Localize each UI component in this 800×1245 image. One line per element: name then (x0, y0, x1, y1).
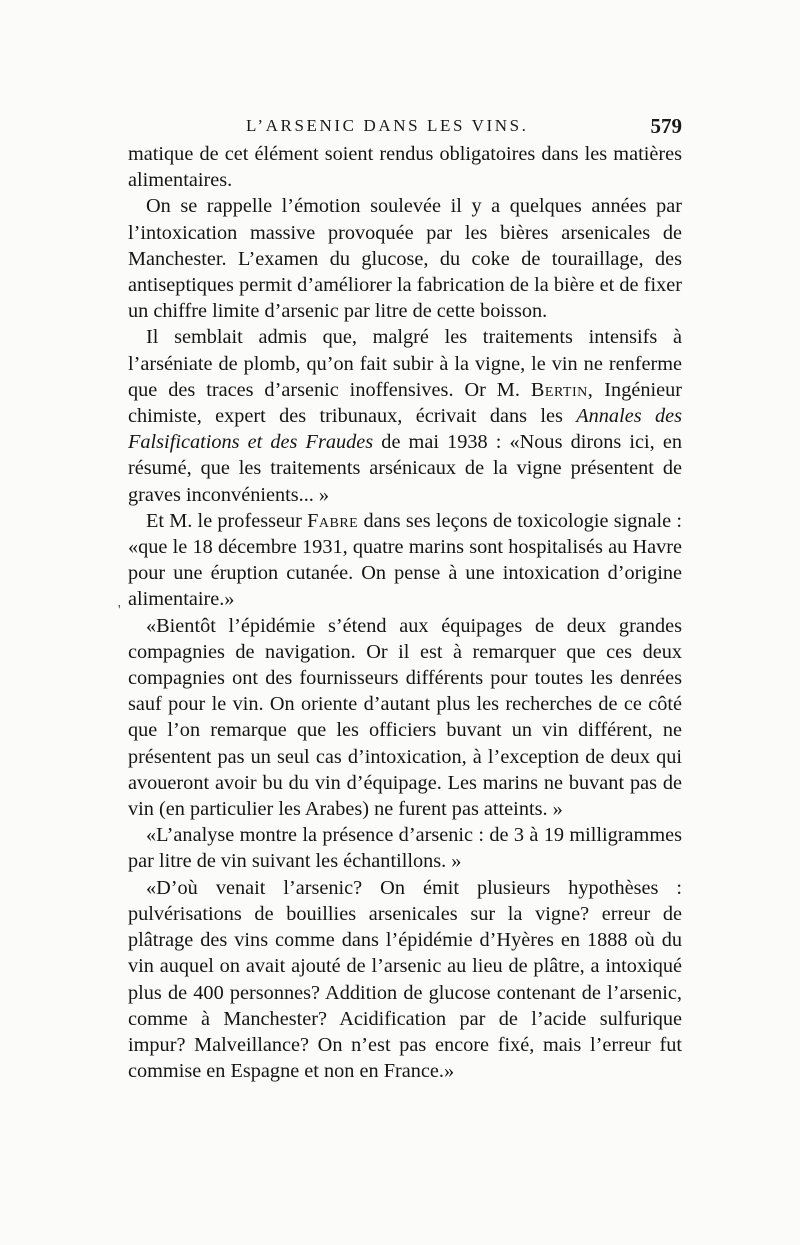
paragraph-5: «Bientôt l’épidémie s’étend aux équipages de deux grandes compagnies de navigation. Or il est à remarquer que ces deux compagnies ont des fournisseurs différents pour toutes les denrées sauf pour le vin. On oriente d’autant plus les recherches de ce côté que l’on remarque que les officiers buvant un vin différent, ne présentent pas un seul cas d’intoxication, à l’exception de deux qui avoueront avoir bu du vin d’équipage. Les marins ne buvant pas de vin (en particulier les Arabes) ne furent pas atteints. » (128, 614, 682, 821)
paragraph-7: «D’où venait l’arsenic? On émit plusieurs hypothèses : pulvérisations de bouillies arsenicales sur la vigne? erreur de plâtrage des vins comme dans l’épidémie d’Hyères en 1888 où du vin auquel on avait ajouté de l’arsenic au lieu de plâtre, a intoxiqué plus de 400 personnes? Addition de glucose contenant de l’arsenic, comme à Manchester? Acidification par de l’acide sulfurique impur? Malveillance? On n’est pas encore fixé, mais l’erreur fut commise en Espagne et non en France.» (128, 876, 682, 1083)
paragraph-3 (128, 324, 682, 507)
page-header (128, 116, 682, 142)
paragraph-3-text-a: Il semblait admis que, malgré les traitements intensifs à l’arséniate de plomb, qu’on fait subir à la vigne, le vin ne renferme que des traces d’arsenic inoffensives. Or M. (128, 326, 682, 401)
paragraph-6: «L’analyse montre la présence d’arsenic : de 3 à 19 milligrammes par litre de vin suivant les échantillons. » (128, 824, 682, 873)
paragraph-1: matique de cet élément soient rendus obligatoires dans les matières alimentaires. (128, 143, 682, 192)
paragraph-4 (128, 508, 682, 613)
author-name-fabre: Fabre (307, 509, 359, 532)
page-number: 579 (650, 114, 682, 138)
paragraph-2: On se rappelle l’émotion soulevée il y a quelques années par l’intoxication massive provoquée par les bières arsenicales de Manchester. L’examen du glucose, du coke de touraillage, des antiseptiques permit d’améliorer la fabrication de la bière et de fixer un chiffre limite d’arsenic par litre de cette boisson. (128, 195, 682, 323)
running-title: L’ARSENIC DANS LES VINS. (246, 116, 529, 135)
paragraph-3-text-c: de mai 1938 : «Nous dirons ici, en résumé, que les traitements arsénicaux de la vigne présentent de graves inconvénients... » (128, 431, 682, 506)
paragraph-3-text-b: Ingénieur chimiste, expert des tribunaux, écrivait dans les (128, 378, 683, 428)
paragraph-4-text-a: Et M. le professeur (146, 509, 302, 532)
body-text (128, 141, 682, 1084)
margin-mark: ' (118, 603, 121, 618)
author-name-bertin: Bertin, (530, 378, 594, 401)
journal-title: Annales des Falsifications et des Fraudes (128, 405, 682, 454)
paragraph-4-text-b: dans ses leçons de toxicologie signale : «que le 18 décembre 1931, quatre marins sont hospitalisés au Havre pour une éruption cutanée. On pense à une intoxication d’origine alimentaire.» (128, 509, 682, 611)
